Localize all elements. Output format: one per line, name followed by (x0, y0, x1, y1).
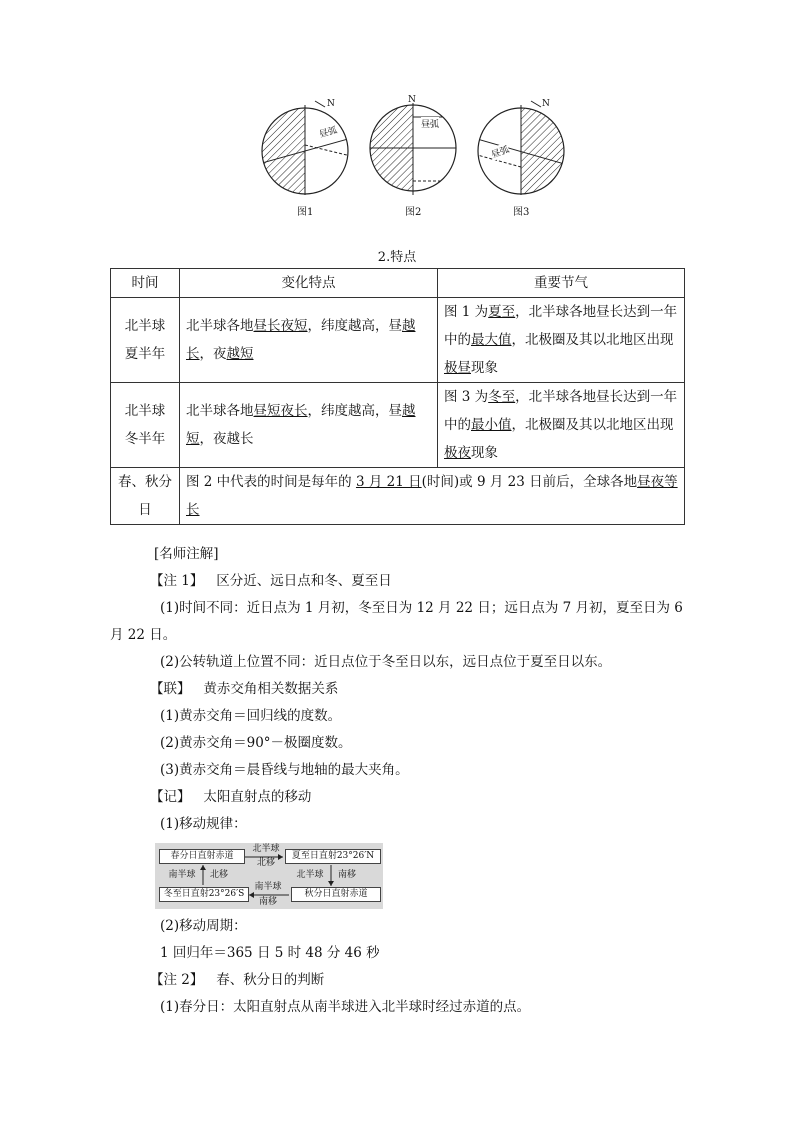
table-row (111, 383, 685, 468)
globe-1 (255, 95, 355, 215)
text-run: ，夜 (199, 346, 227, 362)
text-run-underlined: 最大值 (471, 332, 512, 348)
day-arc-label-3: 昼弧 (489, 142, 510, 160)
text-run: (时间)或 9 月 23 日前后，全球各地 (421, 474, 638, 490)
note-tag: 【记】 (150, 789, 191, 805)
note2-heading (118, 967, 688, 994)
text-run: ，北半球各地昼长达到一年中的 (444, 389, 678, 433)
note-title: 区分近、远日点和冬、夏至日 (216, 573, 392, 589)
note2-paragraph: (1)春分日：太阳直射点从南半球进入北半球时经过赤道的点。 (160, 999, 531, 1015)
note-tag: 【注 1】 (150, 573, 204, 589)
day-arc-label-1: 昼弧 (318, 123, 339, 140)
globe-2 (365, 95, 465, 215)
terms-cell (438, 383, 685, 468)
note-title: 太阳直射点的移动 (203, 789, 312, 805)
text-run: ，北半球各地昼长达到一年中的 (444, 304, 678, 348)
flow-bottom-label-a: 南半球 (254, 882, 282, 892)
text-run-underlined: 极夜 (444, 445, 471, 461)
ji-period-value: 1 回归年＝365 日 5 时 48 分 46 秒 (160, 945, 380, 961)
period-cell (111, 383, 180, 468)
change-cell (180, 298, 438, 383)
flow-spring-box: 春分日直射赤道 (159, 849, 245, 864)
notes-section (110, 541, 688, 838)
text-run: ，纬度越高，昼 (307, 403, 402, 419)
text-run-underlined: 越短 (186, 403, 416, 447)
flow-right-label-b: 南移 (337, 870, 356, 880)
period-line: 夏半年 (124, 346, 166, 362)
text-run-underlined: 冬至 (488, 389, 516, 405)
flow-top-label-a: 北半球 (252, 844, 280, 854)
terms-cell (438, 298, 685, 383)
note-tag: 【联】 (150, 681, 191, 697)
text-run: 北半球各地 (186, 318, 254, 334)
period-line: 日 (138, 502, 152, 518)
section-title: 2.特点 (377, 250, 417, 265)
flow-summer-box: 夏至日直射23°26′N (285, 849, 381, 864)
change-cell (180, 383, 438, 468)
text-run-underlined: 极昼 (444, 360, 471, 376)
note1-paragraph: (1)时间不同：近日点为 1 月初，冬至日为 12 月 22 日；远日点为 7 月初，夏至日为 6 (160, 600, 683, 616)
text-run: 图 1 为 (444, 304, 489, 320)
note-title: 春、秋分日的判断 (216, 972, 325, 988)
lian-heading (118, 676, 688, 703)
north-label-3: N (542, 99, 550, 109)
north-label-2: N (408, 95, 416, 105)
text-run: ，北极圈及其以北地区出现 (511, 332, 674, 348)
globe-diagrams (255, 95, 585, 220)
note-title: 黄赤交角相关数据关系 (203, 681, 339, 697)
notes-section-2 (118, 913, 688, 1021)
header-terms: 重要节气 (438, 269, 685, 298)
header-change: 变化特点 (180, 269, 438, 298)
period-cell (111, 298, 180, 383)
ji-heading (118, 784, 688, 811)
text-run: ，纬度越高，昼 (307, 318, 402, 334)
text-run-underlined: 夏至 (488, 304, 516, 320)
day-arc-label-2: 昼弧 (421, 117, 439, 130)
globe-3 (470, 95, 585, 215)
flow-autumn-box: 秋分日直射赤道 (291, 887, 381, 902)
text-run-underlined: 昼短夜长 (253, 403, 308, 419)
note1-paragraph: (2)公转轨道上位置不同：近日点位于冬至日以东，远日点位于夏至日以东。 (160, 654, 612, 670)
figure-caption-1: 图1 (297, 207, 314, 218)
subsolar-point-flow-diagram (155, 843, 383, 909)
ji-rule: (1)移动规律： (160, 816, 247, 832)
period-line: 北半球 (124, 403, 166, 419)
period-line: 春、秋分 (118, 474, 172, 490)
text-run-underlined: 越长 (186, 318, 416, 362)
text-run: ，夜越长 (199, 431, 254, 447)
flow-top-label-b: 北移 (256, 858, 275, 868)
characteristics-table (110, 268, 685, 525)
note1-heading (118, 568, 688, 595)
lian-item: (2)黄赤交角＝90°－极圈度数。 (160, 735, 352, 751)
text-run: 现象 (471, 360, 498, 376)
globe-figures (255, 95, 585, 220)
period-cell (111, 468, 180, 525)
note1-paragraph-cont: 月 22 日。 (110, 627, 177, 643)
lian-item: (1)黄赤交角＝回归线的度数。 (160, 708, 342, 724)
note-tag: 【注 2】 (150, 972, 204, 988)
text-run-underlined: 3 月 21 日 (355, 474, 422, 490)
text-run: 现象 (471, 445, 498, 461)
period-line: 北半球 (124, 318, 166, 334)
text-run-underlined: 昼夜等长 (186, 474, 678, 518)
period-line: 冬半年 (124, 431, 166, 447)
text-run-underlined: 最小值 (471, 417, 512, 433)
text-run-underlined: 越短 (226, 346, 254, 362)
notes-heading: [名师注解] (154, 546, 219, 562)
text-run: 北半球各地 (186, 403, 254, 419)
lian-item: (3)黄赤交角＝晨昏线与地轴的最大夹角。 (160, 762, 409, 778)
flow-winter-box: 冬至日直射23°26′S (159, 887, 249, 902)
text-run: 图 3 为 (444, 389, 489, 405)
text-run: 图 2 中代表的时间是每年的 (186, 474, 356, 490)
figure-caption-3: 图3 (513, 207, 530, 218)
text-run: ，北极圈及其以北地区出现 (511, 417, 674, 433)
flow-bottom-label-b: 南移 (258, 897, 277, 907)
equinox-desc-cell (180, 468, 685, 525)
header-time: 时间 (111, 269, 180, 298)
table-row (111, 298, 685, 383)
ji-period: (2)移动周期： (160, 918, 247, 934)
table-header-row (111, 269, 685, 298)
table-row (111, 468, 685, 525)
flow-right-label-a: 北半球 (296, 870, 324, 880)
north-label-1: N (327, 99, 335, 109)
figure-caption-2: 图2 (405, 207, 422, 218)
flow-left-label-b: 北移 (209, 870, 228, 880)
flow-left-label-a: 南半球 (168, 870, 196, 880)
text-run-underlined: 昼长夜短 (253, 318, 308, 334)
